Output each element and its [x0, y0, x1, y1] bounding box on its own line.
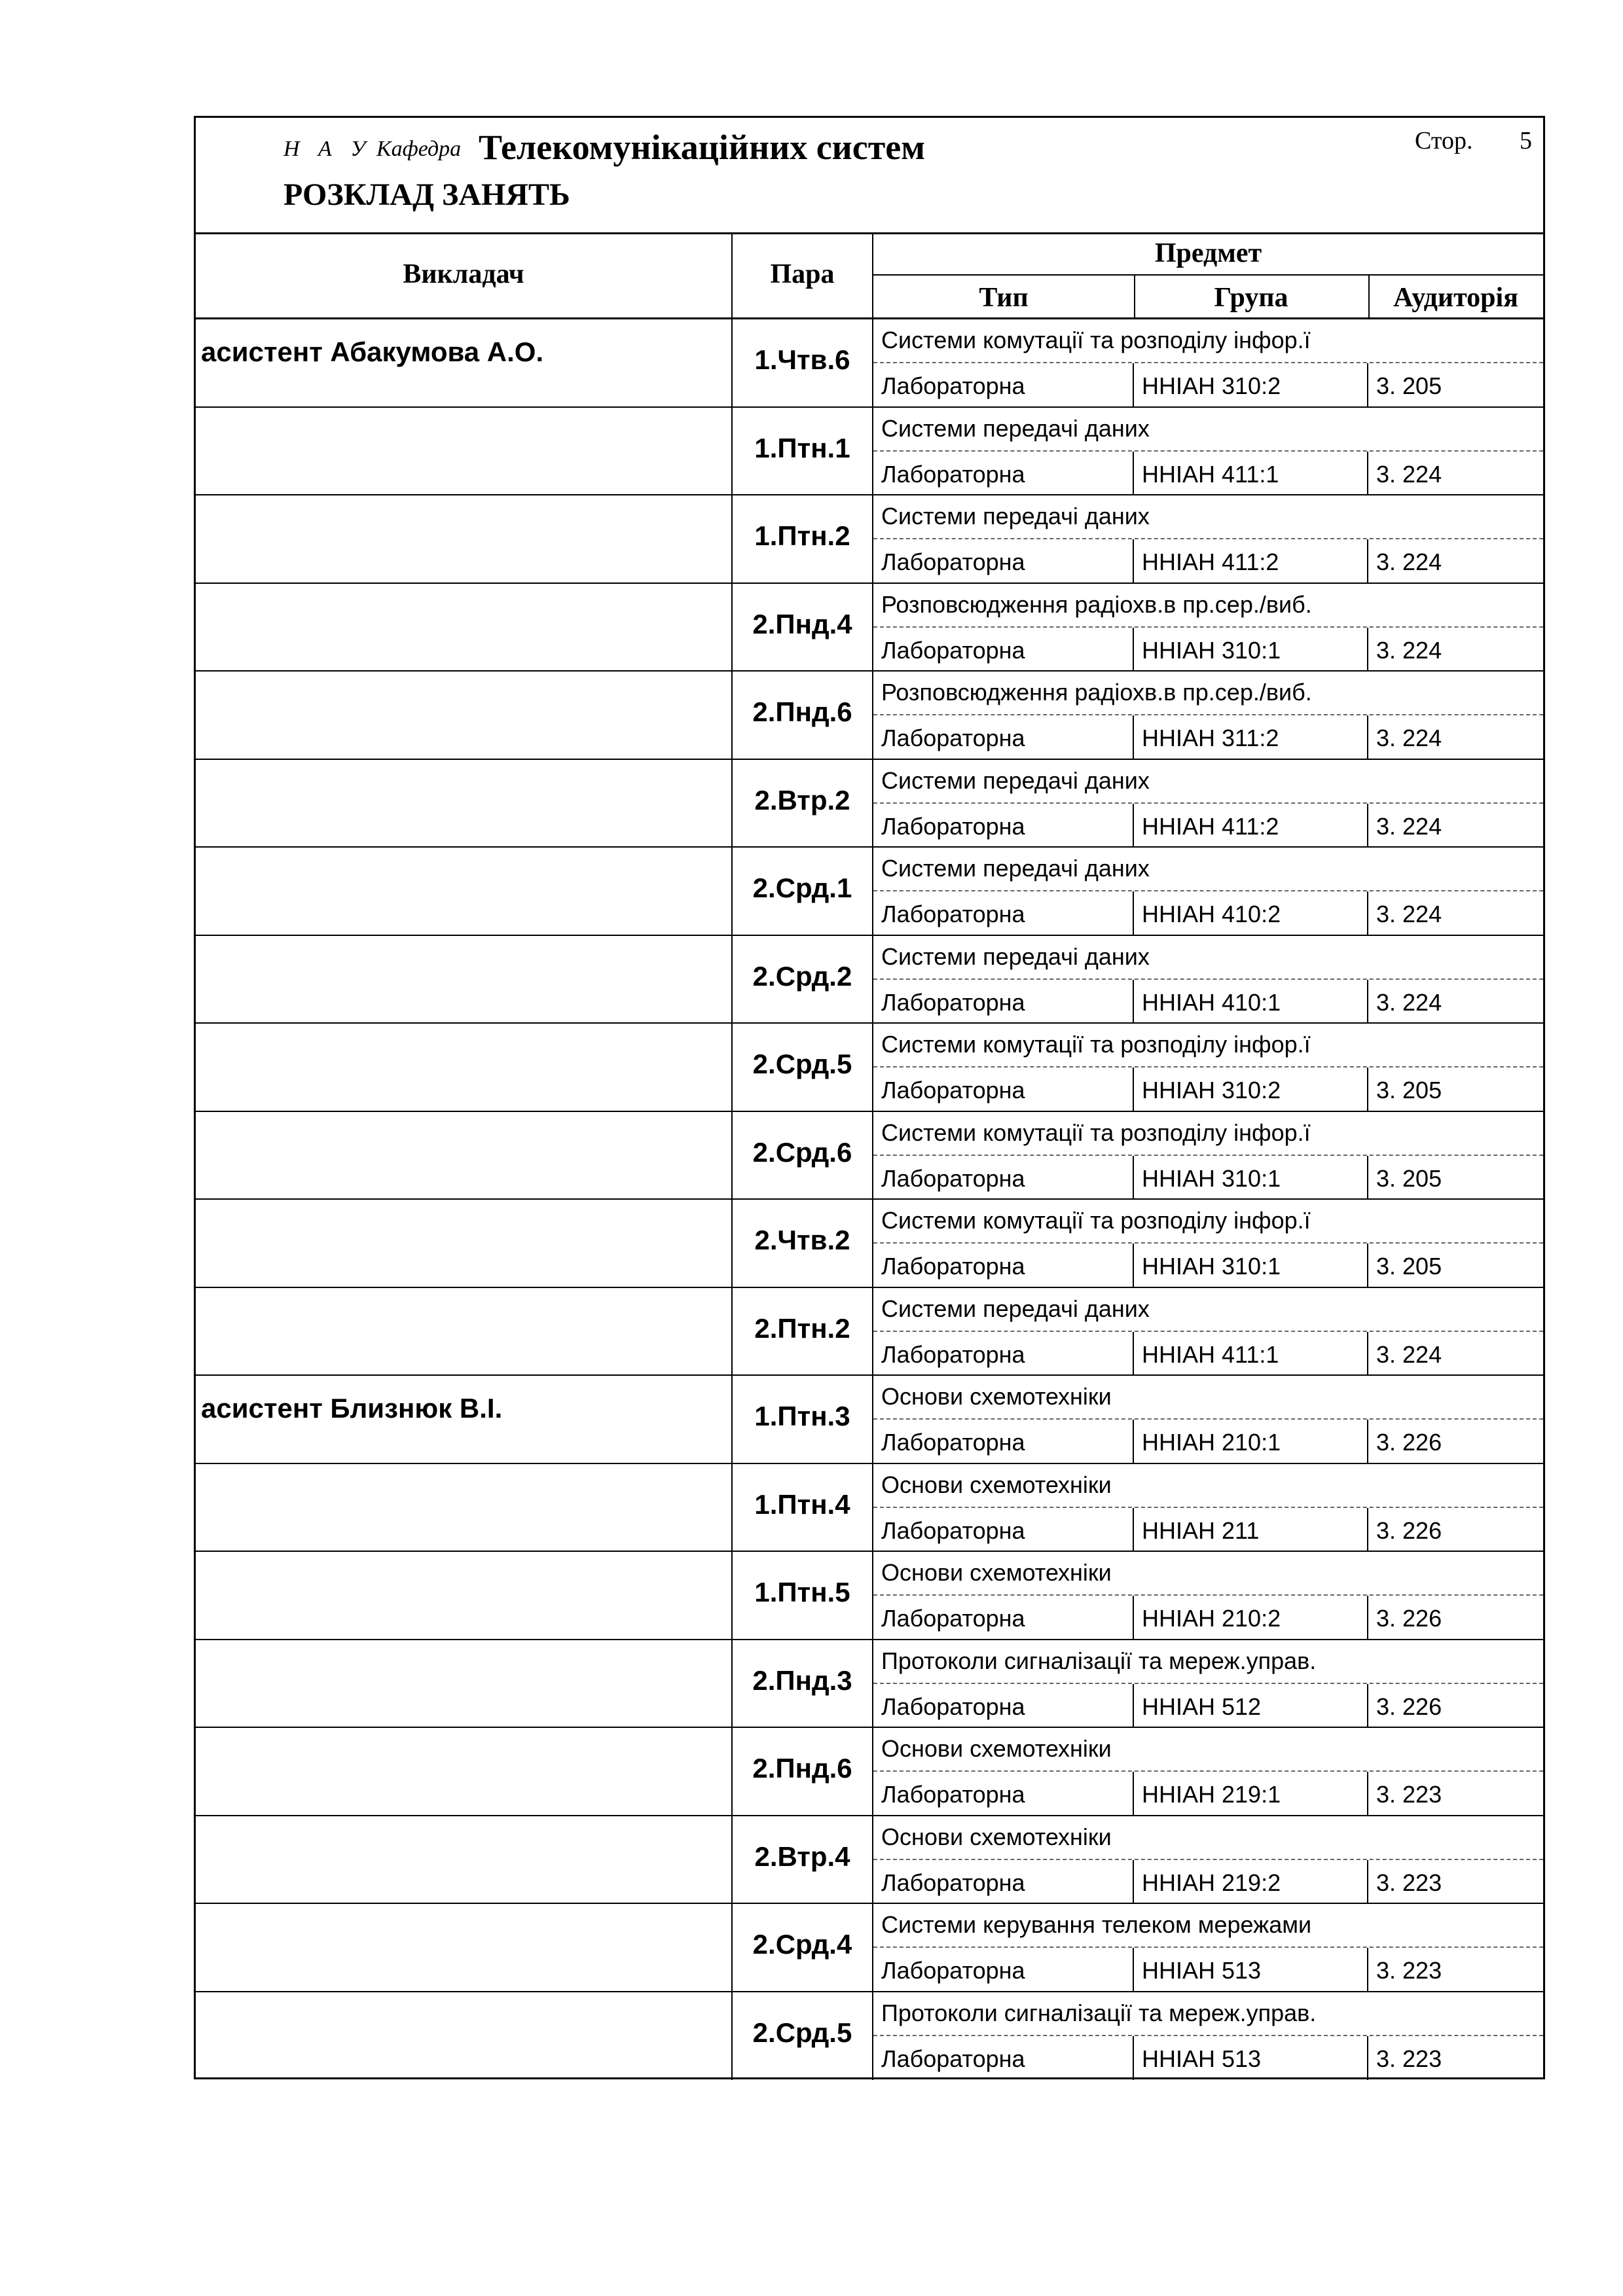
group-cell: ННІАН 512 — [1134, 1684, 1368, 1728]
subject-cell — [873, 1376, 1543, 1463]
column-header-subject — [873, 232, 1543, 319]
subject-name: Системи передачі даних — [873, 408, 1543, 452]
column-header-room-label: Аудиторія — [1393, 283, 1518, 313]
page-number: 5 — [1520, 127, 1532, 154]
teacher-cell — [196, 848, 733, 935]
para-cell: 2.Пнд.4 — [733, 584, 873, 671]
teacher-cell — [196, 1464, 733, 1551]
table-row — [196, 760, 1543, 848]
group-cell: ННІАН 210:1 — [1134, 1420, 1368, 1463]
room-cell: 3. 224 — [1376, 548, 1442, 575]
table-row — [196, 1288, 1543, 1376]
para-cell: 2.Птн.2 — [733, 1288, 873, 1375]
table-row — [196, 1112, 1543, 1200]
subject-details — [873, 1772, 1543, 1816]
group-cell: ННІАН 411:2 — [1134, 539, 1368, 583]
subject-details — [873, 1420, 1543, 1463]
type-cell: Лабораторна — [873, 715, 1134, 759]
teacher-cell — [196, 1992, 733, 2081]
subject-cell — [873, 408, 1543, 495]
room-cell: 3. 226 — [1376, 1516, 1442, 1544]
para-cell: 2.Пнд.6 — [733, 1728, 873, 1815]
subject-cell — [873, 1288, 1543, 1375]
subject-cell — [873, 848, 1543, 935]
type-cell: Лабораторна — [873, 804, 1134, 848]
subject-name: Системи передачі даних — [873, 495, 1543, 539]
para-cell: 1.Птн.3 — [733, 1376, 873, 1463]
table-row — [196, 936, 1543, 1024]
subject-name: Протоколи сигналізації та мереж.управ. — [873, 1992, 1543, 2036]
group-cell: ННІАН 411:1 — [1134, 452, 1368, 495]
para-cell: 2.Срд.2 — [733, 936, 873, 1023]
subject-name: Системи керування телеком мережами — [873, 1904, 1543, 1948]
type-cell: Лабораторна — [873, 1948, 1134, 1992]
type-cell: Лабораторна — [873, 452, 1134, 495]
subject-details — [873, 1156, 1543, 1200]
para-cell: 1.Птн.4 — [733, 1464, 873, 1551]
table-row — [196, 1024, 1543, 1112]
schedule-rows — [196, 319, 1543, 2080]
subject-details — [873, 980, 1543, 1024]
table-row — [196, 848, 1543, 936]
para-cell: 2.Чтв.2 — [733, 1200, 873, 1287]
page-title: РОЗКЛАД ЗАНЯТЬ — [283, 177, 570, 212]
subject-cell — [873, 1552, 1543, 1639]
subject-name: Розповсюдження радіохв.в пр.сер./виб. — [873, 672, 1543, 715]
teacher-cell: асистент Абакумова А.О. — [196, 319, 733, 406]
subject-name: Протоколи сигналізації та мереж.управ. — [873, 1640, 1543, 1684]
table-row — [196, 1992, 1543, 2081]
page-label: Стор. — [1415, 127, 1473, 154]
column-header-group — [1134, 276, 1370, 317]
group-cell: ННІАН 211 — [1134, 1508, 1368, 1552]
table-row — [196, 408, 1543, 496]
teacher-cell — [196, 495, 733, 583]
type-cell: Лабораторна — [873, 539, 1134, 583]
group-cell: ННІАН 513 — [1134, 1948, 1368, 1992]
column-header-type-label: Тип — [979, 283, 1029, 313]
teacher-cell — [196, 1024, 733, 1111]
para-cell: 2.Срд.6 — [733, 1112, 873, 1199]
column-header-teacher — [196, 232, 733, 319]
para-cell: 2.Срд.4 — [733, 1904, 873, 1991]
subject-name: Системи передачі даних — [873, 760, 1543, 804]
table-row — [196, 1904, 1543, 1992]
para-cell: 2.Срд.5 — [733, 1992, 873, 2081]
table-row — [196, 584, 1543, 672]
subject-name: Системи передачі даних — [873, 936, 1543, 980]
group-cell: ННІАН 310:2 — [1134, 1067, 1368, 1111]
subject-cell — [873, 584, 1543, 671]
room-cell: 3. 226 — [1376, 1693, 1442, 1720]
subject-cell — [873, 495, 1543, 583]
subject-name: Системи передачі даних — [873, 848, 1543, 891]
subject-details — [873, 1332, 1543, 1376]
table-row — [196, 1200, 1543, 1288]
subject-details — [873, 891, 1543, 935]
subject-details — [873, 1860, 1543, 1904]
subject-name: Основи схемотехніки — [873, 1464, 1543, 1508]
type-cell: Лабораторна — [873, 1156, 1134, 1200]
teacher-cell — [196, 408, 733, 495]
type-cell: Лабораторна — [873, 1332, 1134, 1376]
subject-details — [873, 715, 1543, 759]
subject-cell — [873, 1464, 1543, 1551]
teacher-cell — [196, 936, 733, 1023]
room-cell: 3. 223 — [1376, 2045, 1442, 2072]
para-cell: 2.Срд.1 — [733, 848, 873, 935]
subject-details — [873, 1684, 1543, 1728]
type-cell: Лабораторна — [873, 1508, 1134, 1552]
para-cell: 1.Птн.2 — [733, 495, 873, 583]
schedule-page — [194, 116, 1545, 2079]
type-cell: Лабораторна — [873, 1067, 1134, 1111]
subject-details — [873, 804, 1543, 848]
room-cell: 3. 224 — [1376, 636, 1442, 664]
group-cell: ННІАН 310:1 — [1134, 1156, 1368, 1200]
subject-details — [873, 2036, 1543, 2080]
group-cell: ННІАН 219:1 — [1134, 1772, 1368, 1816]
teacher-cell — [196, 1552, 733, 1639]
subject-cell — [873, 1992, 1543, 2081]
table-row — [196, 319, 1543, 408]
subject-cell — [873, 1200, 1543, 1287]
table-row — [196, 1728, 1543, 1816]
room-cell: 3. 224 — [1376, 460, 1442, 488]
teacher-cell — [196, 1200, 733, 1287]
room-cell: 3. 224 — [1376, 988, 1442, 1016]
para-cell: 1.Птн.1 — [733, 408, 873, 495]
column-header-teacher-label: Викладач — [403, 259, 524, 289]
group-cell: ННІАН 513 — [1134, 2036, 1368, 2080]
subject-name: Основи схемотехніки — [873, 1728, 1543, 1772]
subject-details — [873, 1596, 1543, 1640]
group-cell: ННІАН 410:2 — [1134, 891, 1368, 935]
subject-details — [873, 628, 1543, 672]
room-cell: 3. 224 — [1376, 1340, 1442, 1368]
table-row — [196, 495, 1543, 584]
subject-name: Системи передачі даних — [873, 1288, 1543, 1332]
type-cell: Лабораторна — [873, 980, 1134, 1024]
para-cell: 2.Втр.4 — [733, 1816, 873, 1903]
para-cell: 2.Пнд.6 — [733, 672, 873, 759]
column-header-para — [733, 232, 873, 319]
subject-name: Системи комутації та розподілу інфор.ї — [873, 1200, 1543, 1244]
teacher-cell — [196, 1112, 733, 1199]
type-cell: Лабораторна — [873, 2036, 1134, 2080]
subject-cell — [873, 1112, 1543, 1199]
para-cell: 2.Пнд.3 — [733, 1640, 873, 1727]
teacher-cell — [196, 760, 733, 847]
subject-name: Основи схемотехніки — [873, 1552, 1543, 1596]
type-cell: Лабораторна — [873, 1420, 1134, 1463]
type-cell: Лабораторна — [873, 1772, 1134, 1816]
subject-name: Основи схемотехніки — [873, 1376, 1543, 1420]
subject-details — [873, 1948, 1543, 1992]
room-cell: 3. 205 — [1376, 1164, 1442, 1192]
document-header — [196, 118, 1543, 234]
subject-cell — [873, 760, 1543, 847]
room-cell: 3. 223 — [1376, 1869, 1442, 1896]
subject-details — [873, 1508, 1543, 1552]
type-cell: Лабораторна — [873, 1596, 1134, 1640]
group-cell: ННІАН 219:2 — [1134, 1860, 1368, 1904]
para-cell: 1.Птн.5 — [733, 1552, 873, 1639]
room-cell: 3. 224 — [1376, 901, 1442, 927]
group-cell: ННІАН 310:2 — [1134, 363, 1368, 407]
subject-cell — [873, 1728, 1543, 1815]
department-label: Кафедра — [376, 137, 462, 161]
type-cell: Лабораторна — [873, 1244, 1134, 1287]
table-row — [196, 1552, 1543, 1640]
table-row — [196, 1464, 1543, 1552]
table-row — [196, 1816, 1543, 1905]
group-cell: ННІАН 411:1 — [1134, 1332, 1368, 1376]
teacher-cell — [196, 1288, 733, 1375]
subject-name: Основи схемотехніки — [873, 1816, 1543, 1860]
group-cell: ННІАН 411:2 — [1134, 804, 1368, 848]
subject-details — [873, 539, 1543, 583]
room-cell: 3. 223 — [1376, 1957, 1442, 1984]
group-cell: ННІАН 311:2 — [1134, 715, 1368, 759]
room-cell: 3. 226 — [1376, 1605, 1442, 1632]
type-cell: Лабораторна — [873, 891, 1134, 935]
para-cell: 2.Втр.2 — [733, 760, 873, 847]
department-name: Телекомунікаційних систем — [479, 128, 926, 167]
subject-name: Розповсюдження радіохв.в пр.сер./виб. — [873, 584, 1543, 628]
subject-details — [873, 1244, 1543, 1287]
room-cell: 3. 223 — [1376, 1781, 1442, 1808]
type-cell: Лабораторна — [873, 1860, 1134, 1904]
teacher-cell — [196, 1816, 733, 1903]
column-header-group-label: Група — [1214, 283, 1288, 313]
teacher-cell: асистент Близнюк В.І. — [196, 1376, 733, 1463]
subject-cell — [873, 1640, 1543, 1727]
subject-cell — [873, 1024, 1543, 1111]
subject-cell — [873, 1904, 1543, 1991]
subject-details — [873, 452, 1543, 495]
group-cell: ННІАН 310:1 — [1134, 628, 1368, 672]
room-cell: 3. 226 — [1376, 1429, 1442, 1456]
subject-cell — [873, 1816, 1543, 1903]
column-header-room — [1368, 276, 1543, 317]
subject-name: Системи комутації та розподілу інфор.ї — [873, 1112, 1543, 1156]
table-row — [196, 672, 1543, 760]
subject-cell — [873, 936, 1543, 1023]
room-cell: 3. 205 — [1376, 372, 1442, 399]
table-row — [196, 1640, 1543, 1729]
para-cell: 1.Чтв.6 — [733, 319, 873, 406]
type-cell: Лабораторна — [873, 363, 1134, 407]
group-cell: ННІАН 410:1 — [1134, 980, 1368, 1024]
group-cell: ННІАН 210:2 — [1134, 1596, 1368, 1640]
teacher-cell — [196, 672, 733, 759]
room-cell: 3. 224 — [1376, 812, 1442, 840]
column-header-type — [873, 276, 1135, 317]
subject-name: Системи комутації та розподілу інфор.ї — [873, 1024, 1543, 1067]
table-row — [196, 1376, 1543, 1464]
teacher-cell — [196, 1728, 733, 1815]
room-cell: 3. 224 — [1376, 725, 1442, 751]
type-cell: Лабораторна — [873, 628, 1134, 672]
subject-name: Системи комутації та розподілу інфор.ї — [873, 319, 1543, 363]
room-cell: 3. 205 — [1376, 1077, 1442, 1103]
teacher-cell — [196, 1904, 733, 1991]
para-cell: 2.Срд.5 — [733, 1024, 873, 1111]
room-cell: 3. 205 — [1376, 1253, 1442, 1280]
teacher-cell — [196, 1640, 733, 1727]
group-cell: ННІАН 310:1 — [1134, 1244, 1368, 1287]
subject-header-top — [873, 232, 1543, 276]
subject-details — [873, 1067, 1543, 1111]
subject-details — [873, 363, 1543, 407]
column-header-subject-label: Предмет — [1154, 238, 1262, 268]
type-cell: Лабораторна — [873, 1684, 1134, 1728]
subject-cell — [873, 672, 1543, 759]
column-header-para-label: Пара — [770, 259, 835, 289]
teacher-cell — [196, 584, 733, 671]
subject-cell — [873, 319, 1543, 406]
university-abbr: Н А У — [283, 137, 373, 161]
